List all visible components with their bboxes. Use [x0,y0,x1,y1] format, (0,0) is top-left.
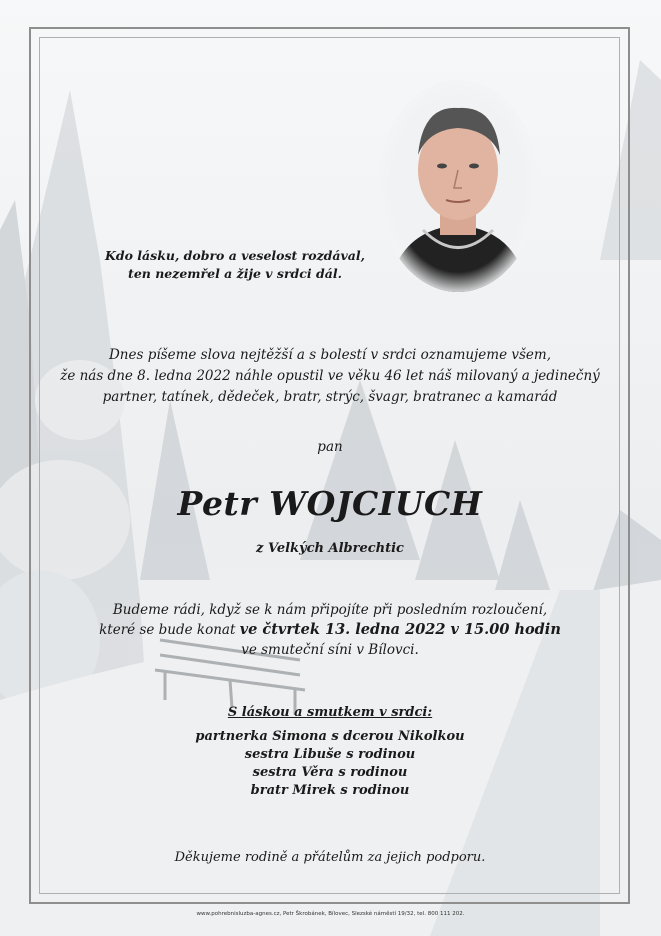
funeral-line-2-prefix: které se bude konat [99,622,240,638]
mourner-item: bratr Mirek s rodinou [250,783,410,798]
portrait-photo [378,80,538,292]
mourners-heading [60,705,600,720]
announcement-text [60,345,600,408]
funeral-date-time: ve čtvrtek 13. ledna 2022 v 15.00 hodin [239,621,561,638]
deceased-origin: z Velkých Albrechtic [256,541,404,556]
quote-line-1: Kdo lásku, dobro a veselost rozdával, [105,248,365,263]
mourners-list [60,728,600,800]
thanks-text: Děkujeme rodině a přátelům za jejich podporu. [174,850,486,865]
mourner-item: sestra Věra s rodinou [252,765,408,780]
funeral-details [60,600,600,660]
intro-line-3: partner, tatínek, dědeček, bratr, strýc, švagr, bratranec a kamarád [102,389,558,405]
intro-line-2: že nás dne 8. ledna 2022 náhle opustil ve věku 46 let náš milovaný a jedinečný [60,368,600,384]
deceased-name: Petr WOJCIUCH [177,484,483,523]
mourner-item: partnerka Simona s dcerou Nikolkou [195,729,465,744]
funeral-line-3: ve smuteční síni v Bílovci. [241,642,419,658]
funeral-line-2 [60,620,600,640]
funeral-line-1: Budeme rádi, když se k nám připojíte při posledním rozloučení, [112,602,548,618]
intro-line-1: Dnes píšeme slova nejtěžší a s bolestí v srdci oznamujeme všem, [108,347,552,363]
mourners-heading-text: S láskou a smutkem v srdci: [227,705,433,720]
quote-line-2: ten nezemřel a žije v srdci dál. [128,266,342,281]
mourner-item: sestra Libuše s rodinou [244,747,416,762]
salutation: pan [317,439,343,455]
memorial-quote [100,247,370,283]
funeral-service-footer: www.pohrebnisluzba-agnes.cz, Petr Škrobánek, Bílovec, Slezské náměstí 19/32, tel. 800 111 202. [196,911,465,917]
